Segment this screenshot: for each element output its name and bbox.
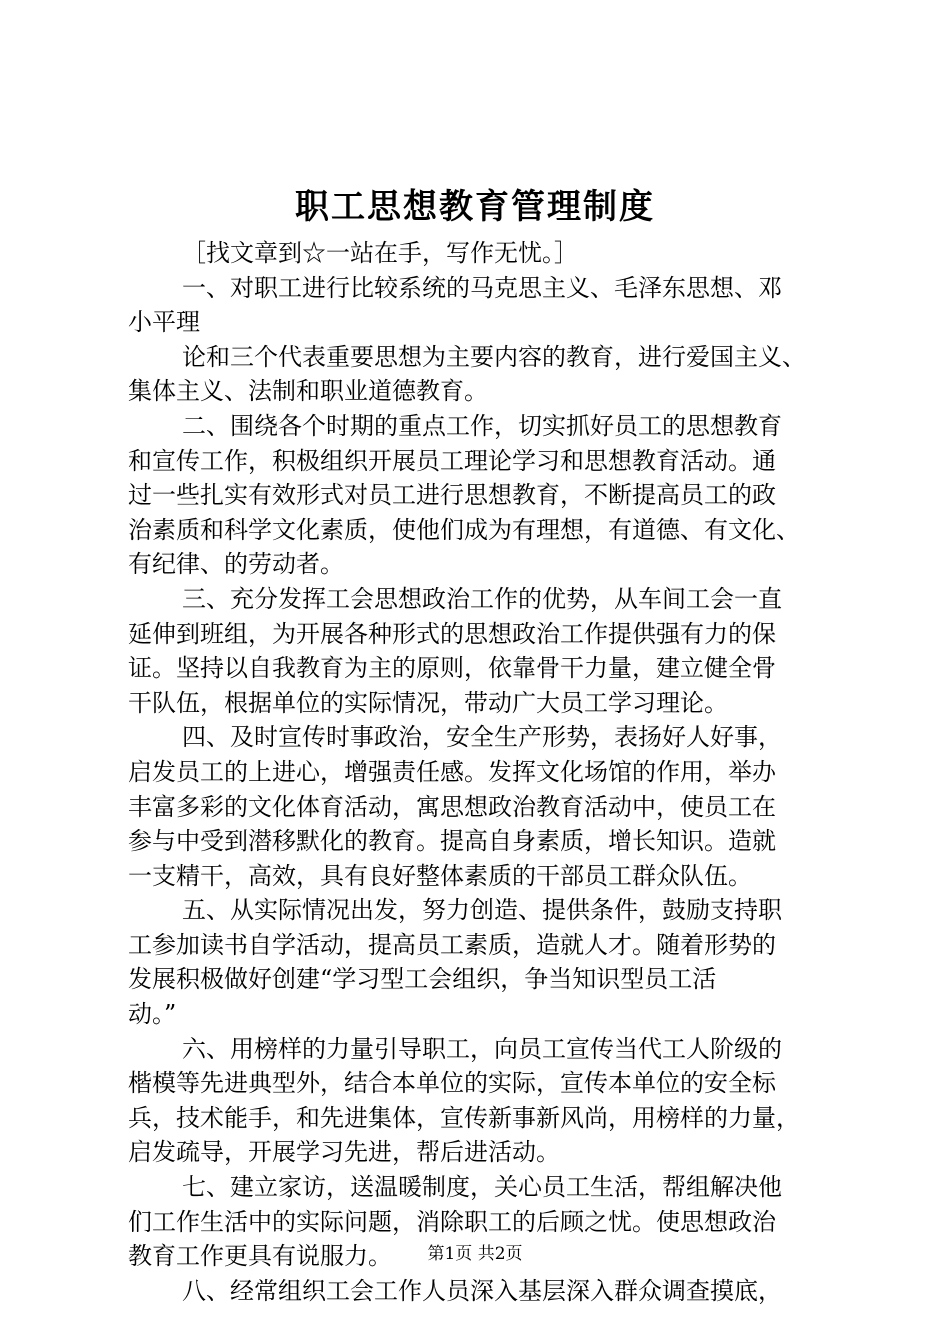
paragraph-line: 楷模等先进典型外，结合本单位的实际，宣传本单位的安全标 [128, 1069, 776, 1098]
document-body [128, 236, 830, 1308]
paragraph-line: 和宣传工作，积极组织开展员工理论学习和思想教育活动。通 [128, 446, 776, 475]
paragraph-line: 七、建立家访，送温暖制度，关心员工生活，帮组解决他 [182, 1173, 782, 1202]
paragraph-line: 三、充分发挥工会思想政治工作的优势，从车间工会一直 [182, 584, 782, 613]
paragraph-line: 启发员工的上进心，增强责任感。发挥文化场馆的作用，举办 [128, 757, 776, 786]
paragraph-line: 参与中受到潜移默化的教育。提高自身素质，增长知识。造就 [128, 827, 776, 856]
paragraph-line: 论和三个代表重要思想为主要内容的教育，进行爱国主义、 [182, 342, 806, 371]
paragraph-line: 一、对职工进行比较系统的马克思主义、毛泽东思想、邓 [182, 273, 782, 302]
paragraph-line: 动。” [128, 1000, 177, 1029]
paragraph-line: 过一些扎实有效形式对员工进行思想教育，不断提高员工的政 [128, 481, 776, 510]
paragraph-line: 一支精干，高效，具有良好整体素质的干部员工群众队伍。 [128, 861, 752, 890]
paragraph-line: 小平理 [128, 308, 200, 337]
paragraph-line: 兵，技术能手，和先进集体，宣传新事新风尚，用榜样的力量， [128, 1103, 800, 1132]
paragraph-line: 延伸到班组，为开展各种形式的思想政治工作提供强有力的保 [128, 619, 776, 648]
paragraph-line: 有纪律、的劳动者。 [128, 550, 344, 579]
paragraph-line: 启发疏导，开展学习先进，帮后进活动。 [128, 1138, 560, 1167]
intro-line: ［找文章到☆一站在手，写作无忧。］ [182, 239, 578, 267]
paragraph-line: 八、经常组织工会工作人员深入基层深入群众调查摸底， [182, 1276, 782, 1305]
document-title: 职工思想教育管理制度 [295, 187, 655, 227]
paragraph-line: 干队伍，根据单位的实际情况，带动广大员工学习理论。 [128, 688, 728, 717]
page-footer: 第1页 共2页 [427, 1244, 523, 1264]
paragraph-line: 们工作生活中的实际问题，消除职工的后顾之忧。使思想政治 [128, 1207, 776, 1236]
paragraph-line: 六、用榜样的力量引导职工，向员工宣传当代工人阶级的 [182, 1034, 782, 1063]
paragraph-line: 工参加读书自学活动，提高员工素质，造就人才。随着形势的 [128, 930, 776, 959]
paragraph-line: 治素质和科学文化素质，使他们成为有理想，有道德、有文化、 [128, 515, 800, 544]
paragraph-line: 丰富多彩的文化体育活动，寓思想政治教育活动中，使员工在 [128, 792, 776, 821]
paragraph-line: 发展积极做好创建“学习型工会组织，争当知识型员工活 [128, 965, 717, 994]
paragraph-line: 二、围绕各个时期的重点工作，切实抓好员工的思想教育 [182, 411, 782, 440]
paragraph-line: 教育工作更具有说服力。 [128, 1242, 392, 1271]
paragraph-line: 四、及时宣传时事政治，安全生产形势，表扬好人好事， [182, 723, 782, 752]
paragraph-line: 集体主义、法制和职业道德教育。 [128, 377, 488, 406]
paragraph-line: 五、从实际情况出发，努力创造、提供条件，鼓励支持职 [182, 896, 782, 925]
paragraph-line: 证。坚持以自我教育为主的原则，依靠骨干力量，建立健全骨 [128, 654, 776, 683]
